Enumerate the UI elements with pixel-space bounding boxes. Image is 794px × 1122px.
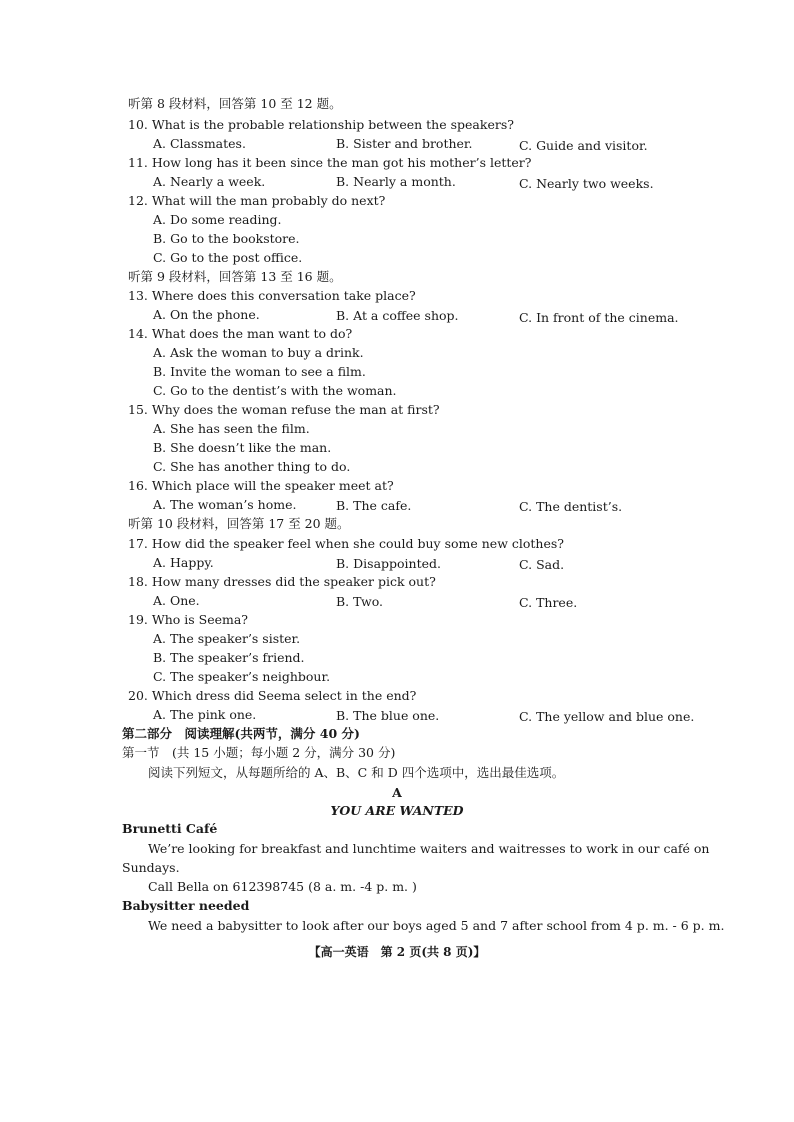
q16-option-c: C. The dentist’s. — [519, 499, 623, 514]
q20-stem: 20. Which dress did Seema select in the end? — [128, 688, 417, 703]
q13-stem: 13. Where does this conversation take place? — [128, 288, 416, 303]
q19-stem: 19. Who is Seema? — [128, 612, 249, 627]
q12-option-c: C. Go to the post office. — [153, 250, 303, 265]
section1-title: 第一节 (共 15 小题；每小题 2 分，满分 30 分) — [122, 745, 396, 760]
q10-option-c: C. Guide and visitor. — [519, 138, 648, 153]
q10-stem: 10. What is the probable relationship between the speakers? — [128, 117, 514, 132]
ad1-line1: We’re looking for breakfast and lunchtime waiters and waitresses to work in our café on — [148, 841, 710, 856]
ad1-line2: Sundays. — [122, 860, 180, 875]
q17-option-c: C. Sad. — [519, 557, 565, 572]
page-footer: 【高一英语 第 2 页(共 8 页)】 — [308, 945, 486, 959]
q13-option-b: B. At a coffee shop. — [336, 308, 459, 323]
part2-title: 第二部分 阅读理解(共两节，满分 40 分) — [122, 726, 360, 741]
q15-stem: 15. Why does the woman refuse the man at first? — [128, 402, 440, 417]
q18-option-c: C. Three. — [519, 595, 578, 610]
q14-stem: 14. What does the man want to do? — [128, 326, 353, 341]
q10-option-b: B. Sister and brother. — [336, 136, 473, 151]
q20-option-b: B. The blue one. — [336, 708, 440, 723]
q20-option-c: C. The yellow and blue one. — [519, 709, 695, 724]
q11-option-c: C. Nearly two weeks. — [519, 176, 654, 191]
q16-stem: 16. Which place will the speaker meet at? — [128, 478, 394, 493]
q19-option-c: C. The speaker’s neighbour. — [153, 669, 331, 684]
ad1-line3: Call Bella on 612398745 (8 a. m. -4 p. m. ) — [148, 879, 417, 894]
q11-option-a: A. Nearly a week. — [153, 174, 266, 189]
passage-title: YOU ARE WANTED — [330, 803, 464, 818]
q14-option-a: A. Ask the woman to buy a drink. — [153, 345, 364, 360]
ad2-line1: We need a babysitter to look after our boys aged 5 and 7 after school from 4 p. m. - 6 p. m. — [148, 918, 725, 933]
passage-letter: A — [392, 785, 402, 800]
q17-stem: 17. How did the speaker feel when she could buy some new clothes? — [128, 536, 564, 551]
q12-option-b: B. Go to the bookstore. — [153, 231, 300, 246]
ad2-heading: Babysitter needed — [122, 898, 250, 913]
q11-stem: 11. How long has it been since the man got his mother’s letter? — [128, 155, 532, 170]
q13-option-c: C. In front of the cinema. — [519, 310, 679, 325]
q10-option-a: A. Classmates. — [153, 136, 246, 151]
q15-option-a: A. She has seen the film. — [153, 421, 310, 436]
q18-option-b: B. Two. — [336, 594, 384, 609]
q13-option-a: A. On the phone. — [153, 307, 260, 322]
q16-option-b: B. The cafe. — [336, 498, 412, 513]
section-header-9: 听第 9 段材料，回答第 13 至 16 题。 — [128, 269, 342, 284]
q18-option-a: A. One. — [153, 593, 200, 608]
section-header-10: 听第 10 段材料，回答第 17 至 20 题。 — [128, 516, 350, 531]
q18-stem: 18. How many dresses did the speaker pick out? — [128, 574, 436, 589]
q14-option-c: C. Go to the dentist’s with the woman. — [153, 383, 397, 398]
q14-option-b: B. Invite the woman to see a film. — [153, 364, 366, 379]
q19-option-a: A. The speaker’s sister. — [153, 631, 301, 646]
q17-option-a: A. Happy. — [153, 555, 214, 570]
ad1-heading: Brunetti Café — [122, 821, 218, 836]
q15-option-b: B. She doesn’t like the man. — [153, 440, 332, 455]
q16-option-a: A. The woman’s home. — [153, 497, 297, 512]
q11-option-b: B. Nearly a month. — [336, 174, 456, 189]
q20-option-a: A. The pink one. — [153, 707, 257, 722]
q12-stem: 12. What will the man probably do next? — [128, 193, 386, 208]
q15-option-c: C. She has another thing to do. — [153, 459, 351, 474]
instruction: 阅读下列短文，从每题所给的 A、B、C 和 D 四个选项中，选出最佳选项。 — [148, 765, 565, 780]
q17-option-b: B. Disappointed. — [336, 556, 441, 571]
section-header-8: 听第 8 段材料，回答第 10 至 12 题。 — [128, 96, 342, 111]
q12-option-a: A. Do some reading. — [153, 212, 282, 227]
q19-option-b: B. The speaker’s friend. — [153, 650, 305, 665]
